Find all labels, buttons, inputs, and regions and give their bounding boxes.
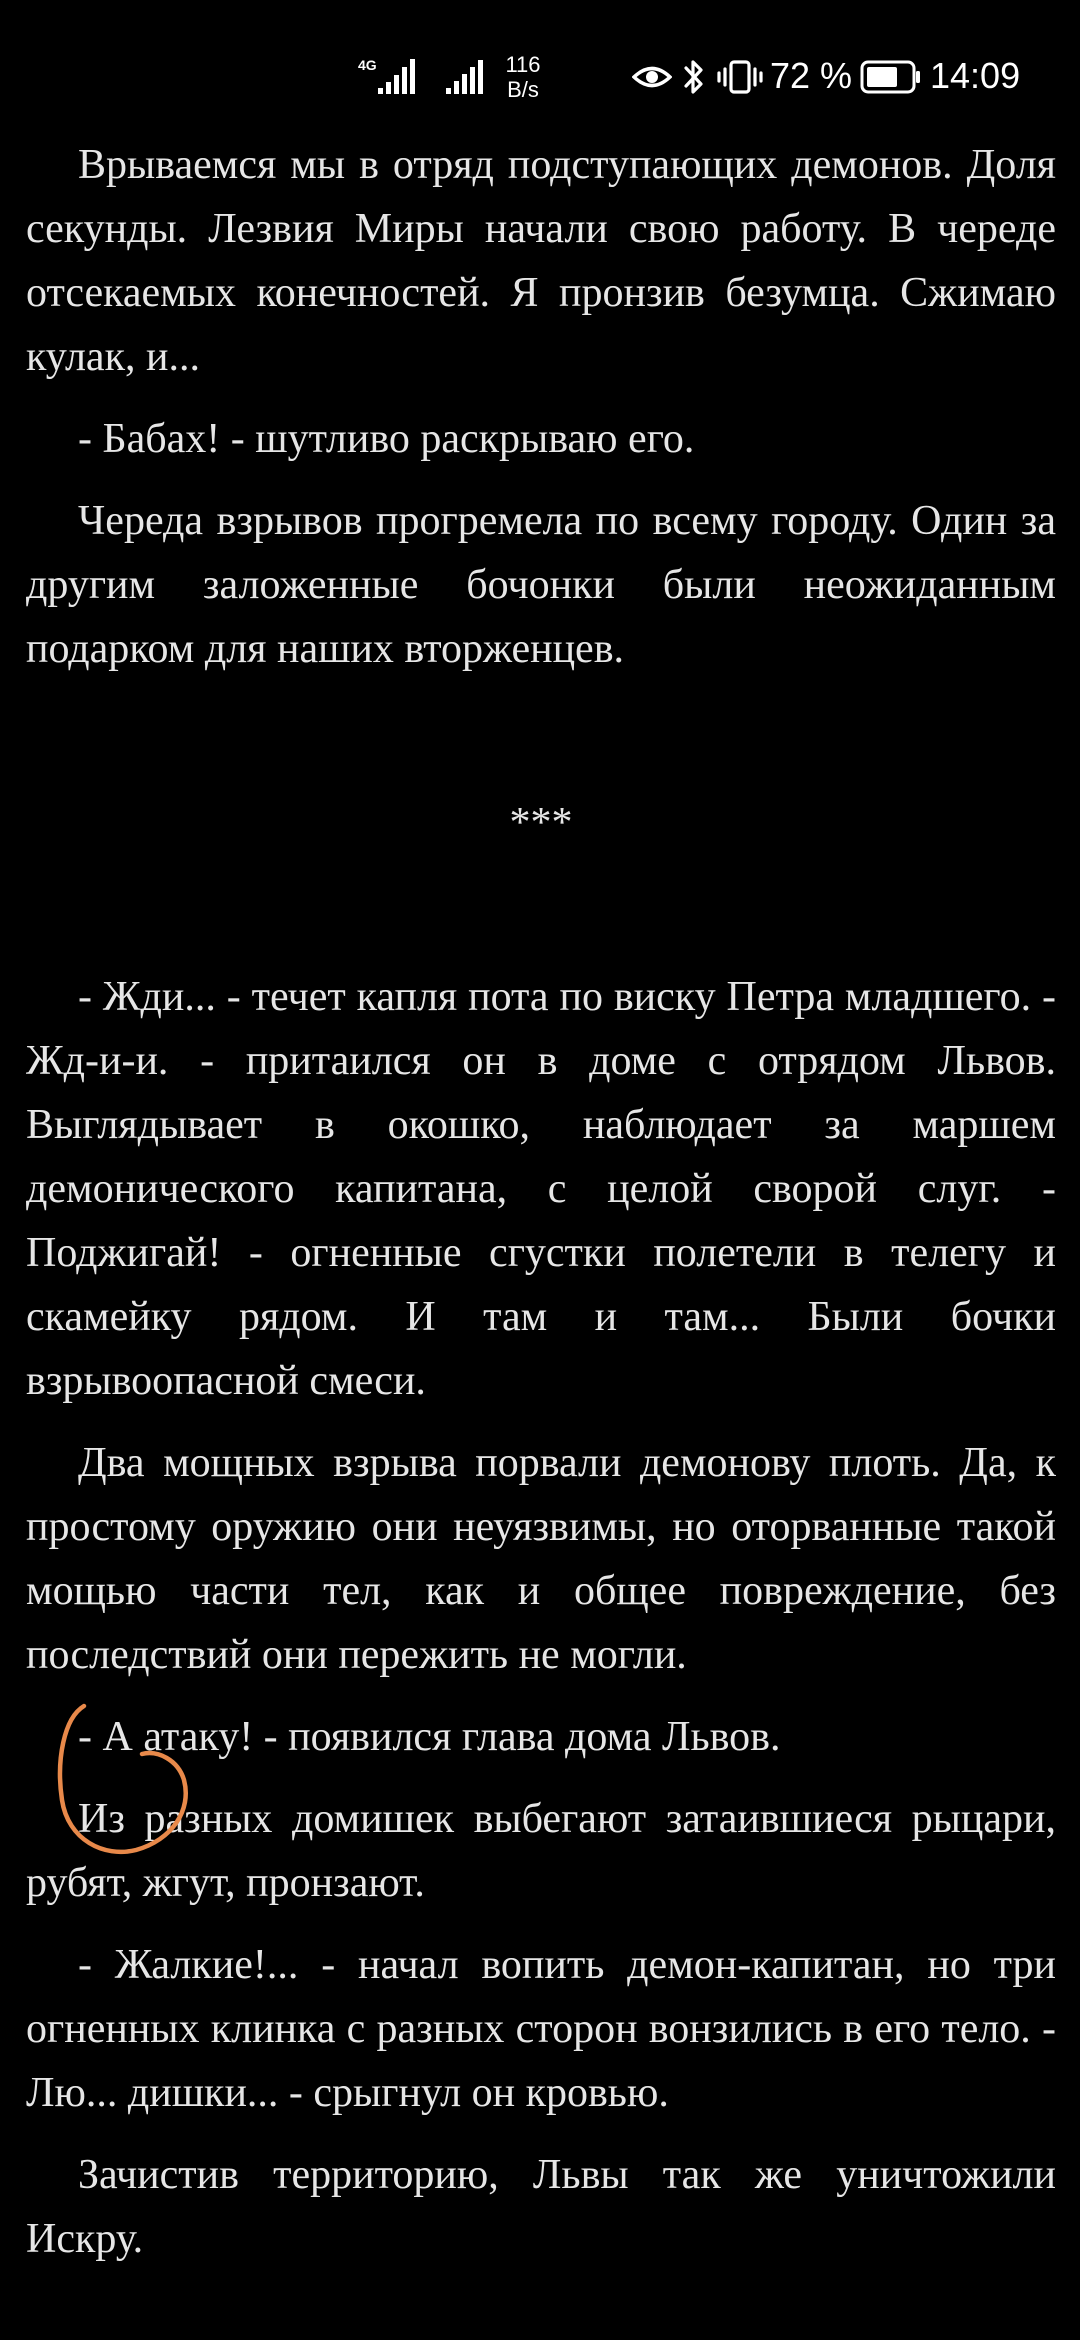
eye-icon (632, 62, 672, 92)
network-badge: 4G (358, 57, 377, 73)
paragraph: Врываемся мы в отряд подступающих демонов. Доля секунды. Лезвия Миры начали свою работу. В череде отсекаемых конечностей. Я пронзив безумца. Сжимаю кулак, и... (26, 142, 1056, 380)
paragraph: Череда взрывов прогремела по всему городу. Один за другим заложенные бочонки были неожиданным подарком для наших вторженцев. (26, 498, 1056, 672)
battery-percent: 72 % (770, 55, 853, 96)
clock: 14:09 (930, 55, 1021, 96)
paragraph: - А атаку! - появился глава дома Львов. (78, 1714, 781, 1760)
paragraph: - Бабах! - шутливо раскрываю его. (78, 416, 695, 462)
battery-icon (860, 60, 922, 94)
paragraph: - Жалкие!... - начал вопить демон-капитан, но три огненных клинка с разных сторон вонзились в его тело. - Лю... дишки... - срыгнул он кровью. (26, 1942, 1056, 2116)
paragraph: Два мощных взрыва порвали демонову плоть. Да, к простому оружию они неуязвимы, но оторванные такой мощью части тел, как и общее повреждение, без последствий они пережить не могли. (26, 1440, 1056, 1678)
paragraph: - Жди... - течет капля пота по виску Петра младшего. - Жд-и-и. - притаился он в доме с отрядом Львов. Выглядывает в окошко, наблюдает за маршем демонического капитана, с целой сворой слуг. - Поджигай! - огненные сгустки полетели в телегу и скамейку рядом. И там и там... Были бочки взрывоопасной смеси. (26, 974, 1056, 1404)
paragraph: Зачистив территорию, Львы так же уничтожили Искру. (26, 2152, 1056, 2262)
signal-icon (444, 58, 486, 96)
status-bar (0, 0, 1080, 130)
reader-page[interactable] (26, 133, 1056, 2340)
paragraph: Из разных домишек выбегают затаившиеся рыцари, рубят, жгут, пронзают. (26, 1796, 1056, 1906)
network-speed-unit: B/s (507, 77, 539, 102)
bluetooth-icon (682, 58, 706, 96)
scene-separator: *** (509, 800, 573, 846)
network-speed-value: 116 (505, 52, 541, 77)
network-speed (498, 52, 548, 102)
vibrate-icon (716, 58, 764, 96)
signal-4g-icon (356, 56, 420, 96)
